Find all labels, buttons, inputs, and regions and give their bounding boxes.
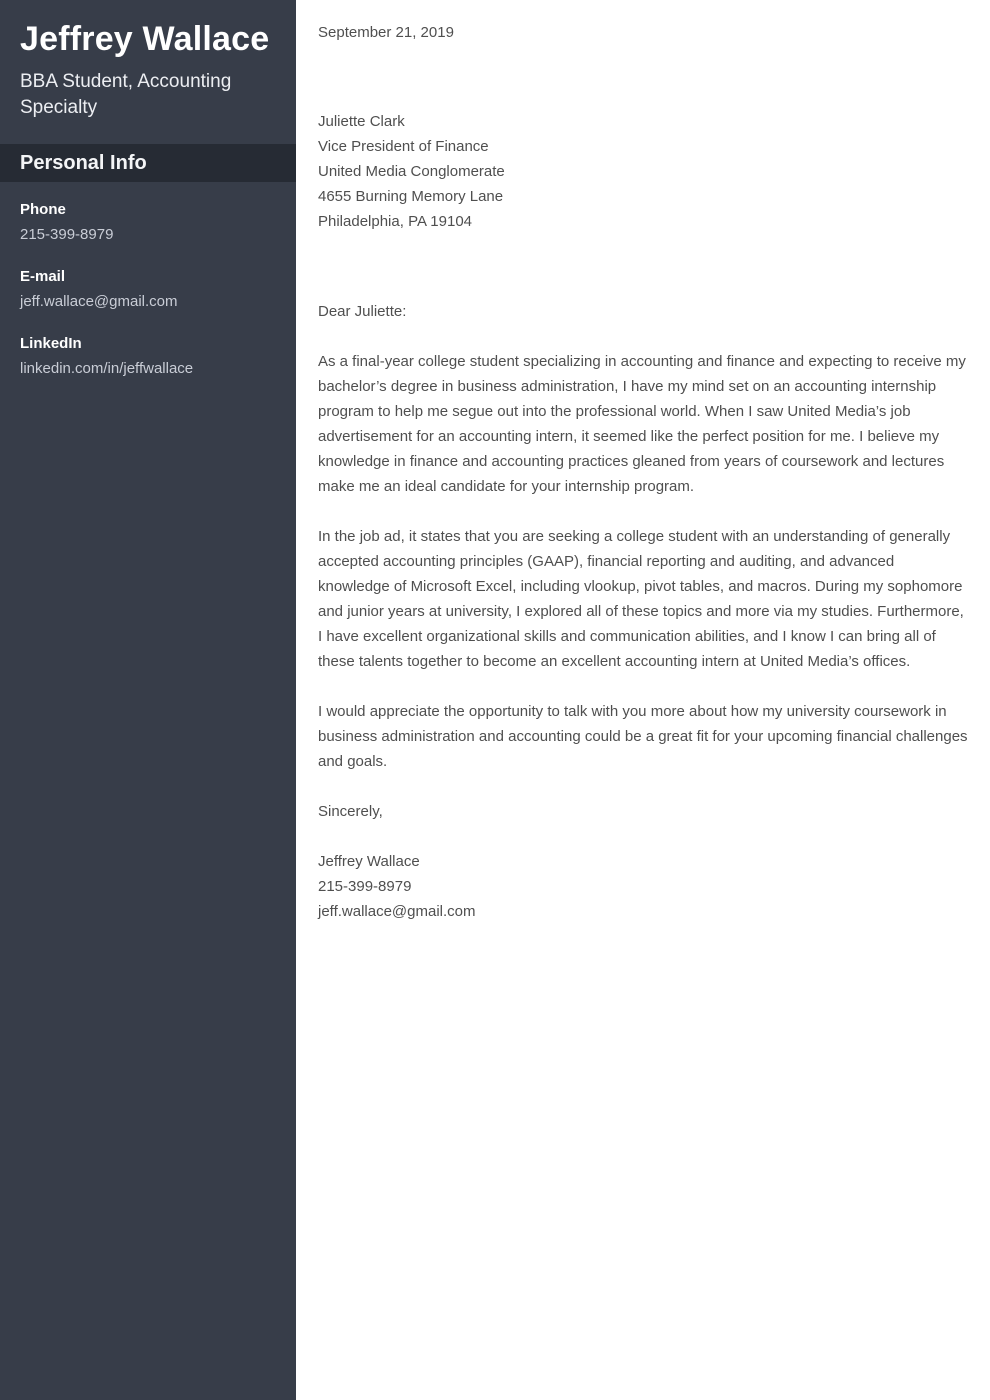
contact-item-phone [20, 197, 276, 247]
body-paragraph-1: As a final-year college student specializing in accounting and finance and expecting to receive my bachelor’s degree in business administration, I have my mind set on an accounting internship program to help me segue out into the professional world. When I saw United Media’s job advertisement for an accounting intern, it seemed like the perfect position for me. I believe my knowledge in finance and accounting practices gleaned from years of coursework and lectures make me an ideal candidate for your internship program. [318, 353, 966, 495]
personal-info-section-band [0, 144, 296, 182]
email-value: jeff.wallace@gmail.com [20, 293, 178, 310]
applicant-name: Jeffrey Wallace [20, 20, 270, 58]
applicant-title: BBA Student, Accounting Specialty [20, 71, 232, 118]
body-paragraph-2: In the job ad, it states that you are seeking a college student with an understanding of generally accepted accounting principles (GAAP), financial reporting and auditing, and advanced knowledge of Microsoft Excel, including vlookup, pivot tables, and macros. During my sophomore and junior years at university, I explored all of these topics and more via my studies. Furthermore, I have excellent organizational skills and communication abilities, and I know I can bring all of these talents together to become an excellent accounting intern at United Media’s offices. [318, 528, 964, 670]
letter-body [296, 0, 990, 1400]
sidebar [0, 0, 296, 1400]
recipient-block [318, 109, 968, 234]
recipient-job-title: Vice President of Finance [318, 138, 489, 155]
linkedin-label: LinkedIn [20, 335, 82, 352]
letter-date: September 21, 2019 [318, 24, 454, 41]
personal-info-heading: Personal Info [20, 151, 147, 174]
closing: Sincerely, [318, 803, 383, 820]
phone-label: Phone [20, 201, 66, 218]
recipient-street-address: 4655 Burning Memory Lane [318, 188, 504, 205]
sidebar-header [0, 0, 296, 121]
signature-name: Jeffrey Wallace [318, 853, 420, 870]
contact-item-email [20, 264, 276, 314]
linkedin-value: linkedin.com/in/jeffwallace [20, 360, 194, 377]
email-label: E-mail [20, 268, 66, 285]
signature-block [318, 849, 968, 924]
recipient-company: United Media Conglomerate [318, 163, 505, 180]
recipient-city-state-zip: Philadelphia, PA 19104 [318, 213, 473, 230]
signature-phone: 215-399-8979 [318, 878, 412, 895]
signature-email: jeff.wallace@gmail.com [318, 903, 476, 920]
contact-item-linkedin [20, 331, 276, 381]
phone-value: 215-399-8979 [20, 226, 114, 243]
contact-list [0, 182, 296, 381]
body-paragraph-3: I would appreciate the opportunity to talk with you more about how my university coursework in business administration and accounting could be a great fit for your upcoming financial challenges and goals. [318, 703, 968, 770]
salutation: Dear Juliette: [318, 303, 407, 320]
recipient-name: Juliette Clark [318, 113, 405, 130]
